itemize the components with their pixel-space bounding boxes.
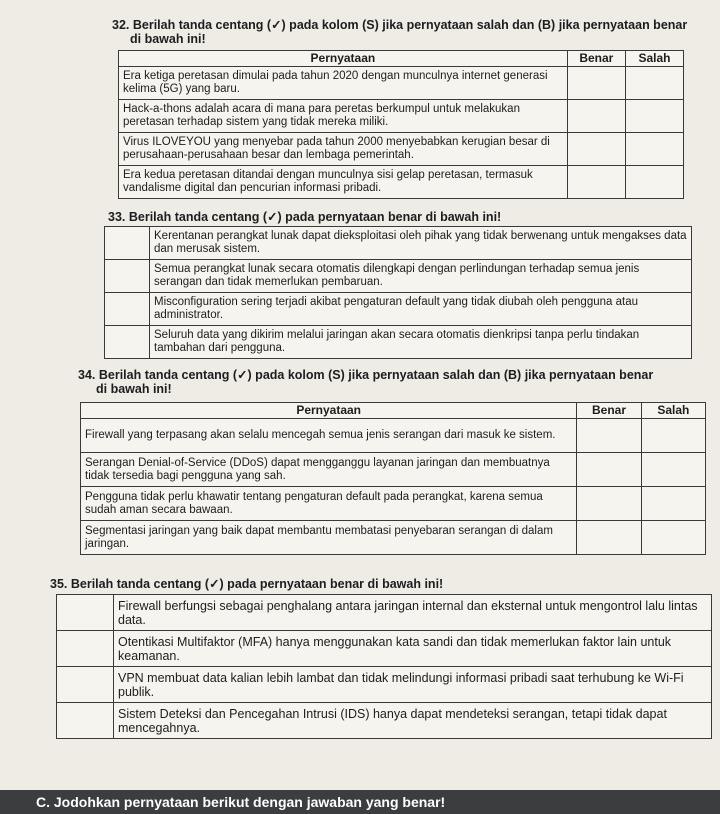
statement: Otentikasi Multifaktor (MFA) hanya menggunakan kata sandi dan tidak memerlukan faktor lain untuk keamanan. [114, 631, 712, 667]
question-32 [112, 18, 712, 46]
table-row [119, 67, 684, 100]
benar-checkbox[interactable] [577, 487, 641, 521]
table-row [81, 521, 706, 555]
statement: Semua perangkat lunak secara otomatis dilengkapi dengan perlindungan terhadap semua jenis serangan dan tidak memerlukan pembaruan. [150, 260, 692, 293]
header-pernyataan: Pernyataan [119, 51, 568, 67]
statement: Sistem Deteksi dan Pencegahan Intrusi (IDS) hanya dapat mendeteksi serangan, tetapi tidak dapat mencegahnya. [114, 703, 712, 739]
benar-checkbox[interactable] [567, 133, 625, 166]
section-c-banner: C. Jodohkan pernyataan berikut dengan jawaban yang benar! [0, 790, 720, 814]
check-box[interactable] [57, 595, 114, 631]
benar-checkbox[interactable] [577, 521, 641, 555]
statement: Serangan Denial-of-Service (DDoS) dapat mengganggu layanan jaringan dan membuatnya tidak tersedia bagi pengguna yang sah. [81, 453, 577, 487]
table-row [105, 293, 692, 326]
check-box[interactable] [57, 667, 114, 703]
header-salah: Salah [625, 51, 683, 67]
header-pernyataan: Pernyataan [81, 403, 577, 419]
benar-checkbox[interactable] [567, 100, 625, 133]
question-32-sub: di bawah ini! [130, 32, 206, 46]
benar-checkbox[interactable] [567, 67, 625, 100]
statement: Era kedua peretasan ditandai dengan munculnya sisi gelap peretasan, termasuk vandalisme digital dan pencurian informasi pribadi. [119, 166, 568, 199]
header-salah: Salah [641, 403, 705, 419]
question-35 [50, 577, 700, 591]
table-32 [118, 50, 684, 199]
check-box[interactable] [105, 293, 150, 326]
question-35-title: 35. Berilah tanda centang (✓) pada pernyataan benar di bawah ini! [50, 577, 444, 591]
salah-checkbox[interactable] [625, 133, 683, 166]
check-box[interactable] [105, 326, 150, 359]
salah-checkbox[interactable] [641, 419, 705, 453]
table-33 [104, 226, 692, 359]
table-row [105, 260, 692, 293]
check-box[interactable] [105, 227, 150, 260]
check-box[interactable] [57, 631, 114, 667]
statement: Misconfiguration sering terjadi akibat pengaturan default yang tidak diubah oleh pengguna atau administrator. [150, 293, 692, 326]
table-row [105, 326, 692, 359]
benar-checkbox[interactable] [577, 453, 641, 487]
table-row [81, 487, 706, 521]
table-row [81, 453, 706, 487]
salah-checkbox[interactable] [625, 67, 683, 100]
statement: VPN membuat data kalian lebih lambat dan tidak melindungi informasi pribadi saat terhubung ke Wi-Fi publik. [114, 667, 712, 703]
question-33-title: 33. Berilah tanda centang (✓) pada pernyataan benar di bawah ini! [108, 210, 502, 224]
table-row [81, 419, 706, 453]
header-benar: Benar [567, 51, 625, 67]
question-34-title: 34. Berilah tanda centang (✓) pada kolom (S) jika pernyataan salah dan (B) jika pernyataan benar [78, 368, 654, 382]
statement: Virus ILOVEYOU yang menyebar pada tahun 2000 menyebabkan kerugian besar di perusahaan-perusahaan besar dan lembaga pemerintah. [119, 133, 568, 166]
statement: Segmentasi jaringan yang baik dapat membantu membatasi penyebaran serangan di dalam jaringan. [81, 521, 577, 555]
salah-checkbox[interactable] [641, 487, 705, 521]
question-32-title: 32. Berilah tanda centang (✓) pada kolom (S) jika pernyataan salah dan (B) jika pernyataan benar [112, 18, 688, 32]
statement: Era ketiga peretasan dimulai pada tahun 2020 dengan munculnya internet generasi kelima (5G) yang baru. [119, 67, 568, 100]
statement: Kerentanan perangkat lunak dapat dieksploitasi oleh pihak yang tidak berwenang untuk mengakses data dan merusak sistem. [150, 227, 692, 260]
statement: Hack-a-thons adalah acara di mana para peretas berkumpul untuk melakukan peretasan terhadap sistem yang tidak mereka miliki. [119, 100, 568, 133]
statement: Firewall berfungsi sebagai penghalang antara jaringan internal dan eksternal untuk mengontrol lalu lintas data. [114, 595, 712, 631]
table-row [119, 166, 684, 199]
table-row [57, 703, 712, 739]
salah-checkbox[interactable] [625, 100, 683, 133]
salah-checkbox[interactable] [641, 453, 705, 487]
benar-checkbox[interactable] [567, 166, 625, 199]
salah-checkbox[interactable] [641, 521, 705, 555]
question-34-sub: di bawah ini! [96, 382, 172, 396]
question-34 [78, 368, 708, 396]
table-row [119, 100, 684, 133]
benar-checkbox[interactable] [577, 419, 641, 453]
table-row [57, 667, 712, 703]
table-34 [80, 402, 706, 555]
statement: Pengguna tidak perlu khawatir tentang pengaturan default pada perangkat, karena semua sudah aman secara bawaan. [81, 487, 577, 521]
salah-checkbox[interactable] [625, 166, 683, 199]
table-35 [56, 594, 712, 739]
check-box[interactable] [57, 703, 114, 739]
header-benar: Benar [577, 403, 641, 419]
check-box[interactable] [105, 260, 150, 293]
table-row [57, 595, 712, 631]
table-row [57, 631, 712, 667]
statement: Seluruh data yang dikirim melalui jaringan akan secara otomatis dienkripsi tanpa perlu tindakan tambahan dari pengguna. [150, 326, 692, 359]
question-33 [108, 210, 708, 224]
table-row [105, 227, 692, 260]
statement: Firewall yang terpasang akan selalu mencegah semua jenis serangan dari masuk ke sistem. [81, 419, 577, 453]
table-row [119, 133, 684, 166]
